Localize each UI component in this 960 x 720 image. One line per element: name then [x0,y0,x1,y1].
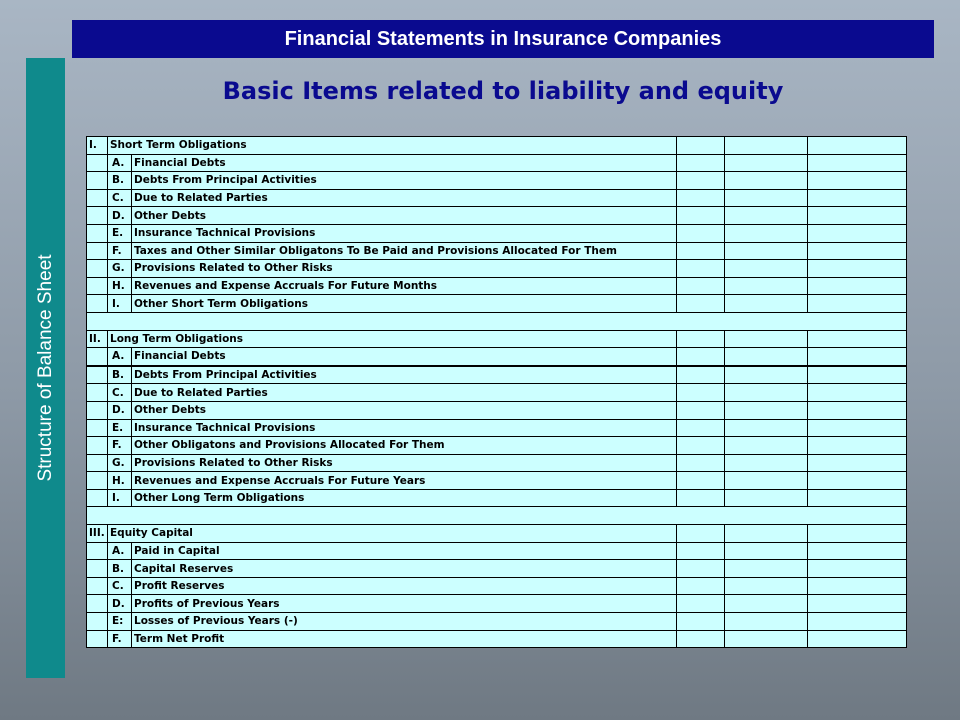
section-code: III. [87,525,108,543]
table-row [87,401,907,419]
indent-cell [87,348,108,366]
item-label: Debts From Principal Activities [132,366,677,384]
value-cell [677,489,725,507]
value-cell [808,189,907,207]
item-code: F. [108,242,132,260]
item-label: Profit Reserves [132,577,677,595]
item-label: Taxes and Other Similar Obligatons To Be Paid and Provisions Allocated For Them [132,242,677,260]
blank-cell [87,507,907,525]
value-cell [725,401,808,419]
item-code: A. [108,154,132,172]
sidebar-label: Structure of Balance Sheet [34,254,56,482]
value-cell [808,224,907,242]
value-cell [808,330,907,348]
table-row [87,542,907,560]
section-label: Long Term Obligations [108,330,677,348]
item-label: Financial Debts [132,154,677,172]
table-row [87,437,907,455]
item-code: B. [108,172,132,190]
value-cell [725,207,808,225]
value-cell [677,577,725,595]
table-row [87,154,907,172]
item-code: G. [108,260,132,278]
page-subtitle: Basic Items related to liability and equity [222,77,784,105]
value-cell [725,595,808,613]
indent-cell [87,472,108,490]
value-cell [808,630,907,648]
table-row [87,384,907,402]
item-code: E. [108,419,132,437]
item-code: H. [108,277,132,295]
table-row [87,295,907,313]
value-cell [808,137,907,155]
value-cell [808,560,907,578]
value-cell [725,489,808,507]
value-cell [677,295,725,313]
item-code: I. [108,295,132,313]
table-row [87,454,907,472]
item-code: B. [108,366,132,384]
indent-cell [87,384,108,402]
table-row [87,260,907,278]
table-row [87,577,907,595]
value-cell [808,366,907,384]
value-cell [725,525,808,543]
table-row [87,613,907,631]
value-cell [677,525,725,543]
balance-sheet-table [86,136,907,648]
value-cell [808,595,907,613]
value-cell [808,384,907,402]
value-cell [677,419,725,437]
table-row [87,189,907,207]
table-section-row [87,525,907,543]
indent-cell [87,419,108,437]
indent-cell [87,260,108,278]
item-code: D. [108,207,132,225]
value-cell [725,384,808,402]
item-label: Debts From Principal Activities [132,172,677,190]
value-cell [725,577,808,595]
value-cell [808,542,907,560]
value-cell [677,260,725,278]
item-code: F. [108,437,132,455]
table-row [87,224,907,242]
value-cell [725,472,808,490]
value-cell [677,189,725,207]
value-cell [808,401,907,419]
indent-cell [87,577,108,595]
value-cell [677,542,725,560]
item-code: A. [108,348,132,366]
section-label: Short Term Obligations [108,137,677,155]
value-cell [677,630,725,648]
value-cell [725,242,808,260]
value-cell [725,295,808,313]
value-cell [725,454,808,472]
value-cell [808,577,907,595]
indent-cell [87,613,108,631]
table-section-row [87,137,907,155]
value-cell [808,295,907,313]
value-cell [677,137,725,155]
value-cell [808,154,907,172]
value-cell [808,348,907,366]
indent-cell [87,489,108,507]
item-label: Provisions Related to Other Risks [132,454,677,472]
item-label: Term Net Profit [132,630,677,648]
value-cell [808,472,907,490]
item-label: Due to Related Parties [132,189,677,207]
table-section-row [87,330,907,348]
item-label: Insurance Tachnical Provisions [132,419,677,437]
value-cell [808,172,907,190]
table-row [87,348,907,366]
value-cell [677,384,725,402]
value-cell [808,242,907,260]
item-label: Other Debts [132,207,677,225]
item-code: E. [108,224,132,242]
table-row [87,366,907,384]
value-cell [808,454,907,472]
value-cell [677,437,725,455]
value-cell [808,489,907,507]
table-row [87,489,907,507]
value-cell [677,472,725,490]
indent-cell [87,189,108,207]
item-code: C. [108,577,132,595]
value-cell [725,137,808,155]
item-code: C. [108,189,132,207]
value-cell [677,224,725,242]
indent-cell [87,560,108,578]
table-row [87,419,907,437]
item-code: H. [108,472,132,490]
value-cell [808,260,907,278]
value-cell [808,437,907,455]
indent-cell [87,437,108,455]
blank-cell [87,312,907,330]
item-code: F. [108,630,132,648]
value-cell [725,630,808,648]
indent-cell [87,277,108,295]
item-label: Other Debts [132,401,677,419]
value-cell [725,542,808,560]
item-code: B. [108,560,132,578]
item-label: Other Long Term Obligations [132,489,677,507]
value-cell [677,242,725,260]
value-cell [677,366,725,384]
value-cell [725,613,808,631]
item-label: Other Short Term Obligations [132,295,677,313]
section-code: I. [87,137,108,155]
table-row [87,595,907,613]
item-code: C. [108,384,132,402]
item-label: Financial Debts [132,348,677,366]
value-cell [808,419,907,437]
value-cell [725,560,808,578]
item-label: Revenues and Expense Accruals For Future Months [132,277,677,295]
indent-cell [87,542,108,560]
value-cell [725,366,808,384]
table-row [87,560,907,578]
table-row [87,207,907,225]
blank-spacer-row [87,507,907,525]
indent-cell [87,630,108,648]
table-row [87,630,907,648]
value-cell [677,401,725,419]
value-cell [677,595,725,613]
header-title-bar [72,20,934,58]
value-cell [808,277,907,295]
table-row [87,277,907,295]
value-cell [808,613,907,631]
item-code: E: [108,613,132,631]
indent-cell [87,366,108,384]
value-cell [677,172,725,190]
value-cell [725,330,808,348]
indent-cell [87,295,108,313]
value-cell [725,172,808,190]
value-cell [677,154,725,172]
value-cell [677,454,725,472]
value-cell [725,260,808,278]
value-cell [725,437,808,455]
table-row [87,242,907,260]
indent-cell [87,172,108,190]
section-label: Equity Capital [108,525,677,543]
item-label: Capital Reserves [132,560,677,578]
section-code: II. [87,330,108,348]
item-label: Provisions Related to Other Risks [132,260,677,278]
sidebar-vertical-band [26,58,65,678]
item-label: Other Obligatons and Provisions Allocated For Them [132,437,677,455]
indent-cell [87,595,108,613]
item-code: I. [108,489,132,507]
header-title: Financial Statements in Insurance Companies [284,27,722,50]
table-row [87,472,907,490]
value-cell [677,613,725,631]
indent-cell [87,207,108,225]
value-cell [725,224,808,242]
indent-cell [87,154,108,172]
item-label: Losses of Previous Years (-) [132,613,677,631]
value-cell [808,525,907,543]
value-cell [725,277,808,295]
item-code: G. [108,454,132,472]
indent-cell [87,401,108,419]
item-label: Revenues and Expense Accruals For Future Years [132,472,677,490]
value-cell [725,154,808,172]
value-cell [677,207,725,225]
item-label: Due to Related Parties [132,384,677,402]
value-cell [725,189,808,207]
value-cell [677,330,725,348]
indent-cell [87,242,108,260]
value-cell [725,419,808,437]
value-cell [677,348,725,366]
balance-sheet-body [87,137,907,648]
item-label: Profits of Previous Years [132,595,677,613]
item-label: Insurance Tachnical Provisions [132,224,677,242]
item-code: D. [108,401,132,419]
value-cell [677,277,725,295]
value-cell [677,560,725,578]
item-code: A. [108,542,132,560]
item-label: Paid in Capital [132,542,677,560]
indent-cell [87,454,108,472]
item-code: D. [108,595,132,613]
table-row [87,172,907,190]
indent-cell [87,224,108,242]
value-cell [725,348,808,366]
blank-spacer-row [87,312,907,330]
value-cell [808,207,907,225]
